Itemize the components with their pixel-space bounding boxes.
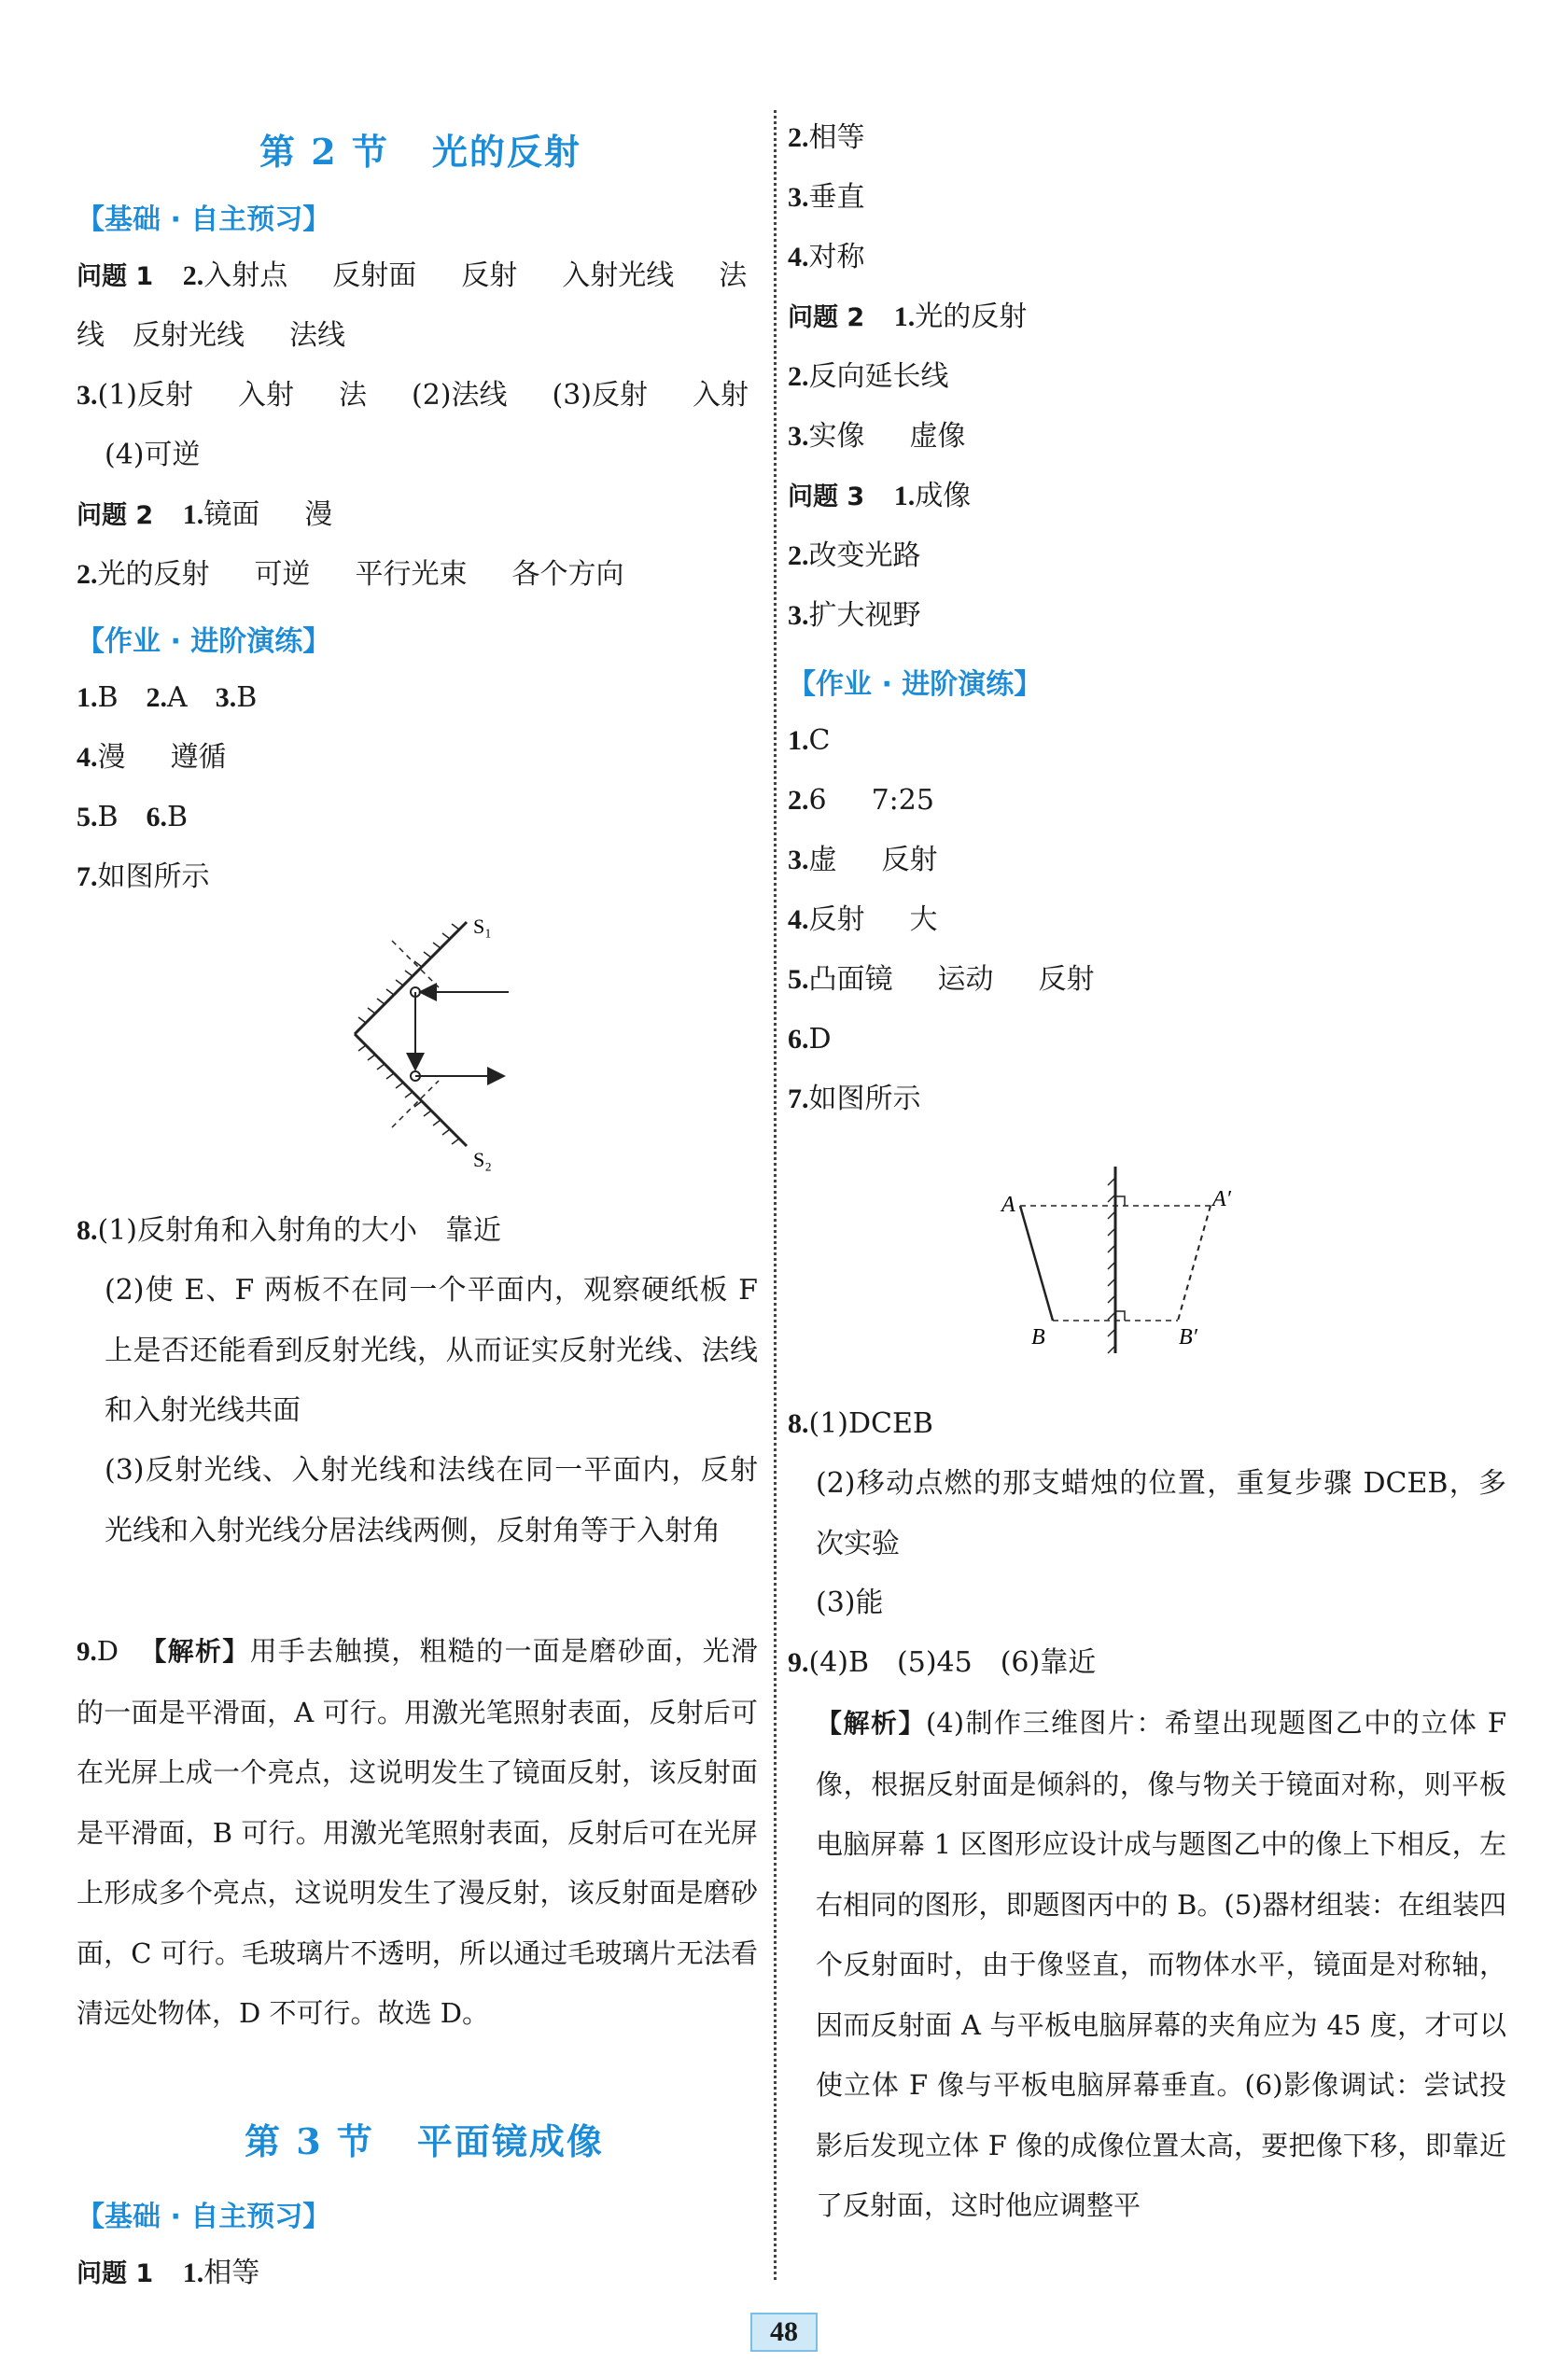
s2-hw-answer-4 xyxy=(77,739,227,776)
item-num: 4. xyxy=(788,242,809,273)
s3-q2-item3 xyxy=(788,418,966,455)
answer-text: 入射点 xyxy=(203,259,288,292)
label-a-prime: A′ xyxy=(1212,1187,1231,1211)
s3-q3-label: 问题 3 xyxy=(788,482,865,511)
item-num: 3. xyxy=(788,600,809,631)
answer-text: (1)DCEB xyxy=(808,1407,933,1440)
section-3-number: 第 3 节 xyxy=(245,2120,374,2162)
section-3-name: 平面镜成像 xyxy=(416,2120,604,2162)
s2-q1-line2 xyxy=(77,317,345,355)
reflection-diagram xyxy=(336,913,523,1193)
s3-hw-answer-5 xyxy=(788,961,1095,999)
s2-hw-answer-9 xyxy=(77,1621,758,2044)
object-ab xyxy=(1020,1206,1053,1321)
answer-text: 光的反射 xyxy=(915,301,1028,333)
label-b: B xyxy=(1031,1325,1045,1349)
item-num: 4. xyxy=(77,742,98,773)
answer-text: 光的反射 xyxy=(97,558,210,591)
item-num: 6. xyxy=(146,802,168,832)
s3-hw-answer-9 xyxy=(788,1644,1096,1682)
answer-text: 成像 xyxy=(915,480,972,512)
item-num: 8. xyxy=(788,1408,809,1439)
item-num: 3. xyxy=(788,845,809,875)
item-num: 1. xyxy=(893,301,916,332)
s3-hw-answer-4 xyxy=(788,902,938,939)
answer-text: 法线 xyxy=(289,319,345,352)
answer-text: 运动 xyxy=(937,963,994,996)
answer-text: 垂直 xyxy=(808,181,865,214)
item-num: 8. xyxy=(77,1215,98,1246)
section-2-title xyxy=(259,123,581,175)
analysis-text: (4)制作三维图片：希望出现题图乙中的立体 F 像，根据反射面是倾斜的，像与物关于镜面对称，则平板电脑屏幕 1 区图形应设计成与题图乙中的像上下相反，左右相同的图形，即题图丙中的 B。(5)器材组装：在组装四个反射面时，由于像竖直，而物体水平，镜面是对称轴，因而反射面 A 与平板电脑屏幕的夹角应为 45 度，才可以使立体 F 像与平板电脑屏幕垂直。(6)影像调试：尝试投影后发现立体 F 像的成像位置太高，要把像下移，即靠近了反射面，这时他应调整平 xyxy=(816,1707,1506,2221)
answer-text: 改变光路 xyxy=(808,539,921,572)
answer-text: B xyxy=(97,801,119,833)
section-3-homework-heading: 【作业 · 进阶演练】 xyxy=(788,668,1043,701)
item-num: 2. xyxy=(146,682,168,713)
answer-text: 反射光线 xyxy=(133,319,245,352)
answer-text: (3)反射 xyxy=(552,379,648,412)
label-s2: S₂ xyxy=(473,1148,492,1171)
answer-text: A xyxy=(167,681,188,714)
label-s1: S₁ xyxy=(473,915,492,938)
answer-text: 凸面镜 xyxy=(808,963,893,996)
answer-text: 可逆 xyxy=(254,558,311,591)
s3-hw-answer-1 xyxy=(788,722,830,760)
answer-text: 如图所示 xyxy=(97,860,210,893)
answer-text: 相等 xyxy=(203,2257,260,2289)
s3-hw-answer-3 xyxy=(788,842,938,879)
item-num: 9. xyxy=(788,1647,809,1678)
s3-hw-answer-7 xyxy=(788,1081,921,1118)
s3-hw-answer-8-2: (2)移动点燃的那支蜡烛的位置，重复步骤 DCEB，多次实验 xyxy=(816,1467,1506,1560)
answer-text: 遵循 xyxy=(170,741,227,774)
item-num: 2. xyxy=(788,361,809,392)
image-ab xyxy=(1178,1206,1211,1321)
label-a: A xyxy=(1001,1193,1015,1217)
answer-text: 法 xyxy=(719,259,748,292)
item-num: 2. xyxy=(788,122,809,153)
answer-text: B xyxy=(97,681,119,714)
answer-text: B xyxy=(236,681,258,714)
s3-hw-answer-8-3: (3)能 xyxy=(816,1587,884,1619)
answer-text: 反射 xyxy=(881,844,938,876)
answer-text: 6 xyxy=(808,784,827,817)
answer-text: 对称 xyxy=(808,241,865,273)
item-num: 1. xyxy=(77,682,98,713)
answer-text: (1)反射角和入射角的大小 靠近 xyxy=(97,1214,501,1247)
item-num: 3. xyxy=(788,421,809,452)
item-num: 3. xyxy=(788,182,809,213)
s3-q1-item2 xyxy=(788,119,865,157)
s3-q2-label: 问题 2 xyxy=(788,303,865,332)
item-num: 2. xyxy=(77,559,98,590)
item-num: 3. xyxy=(215,682,237,713)
s2-q2-label: 问题 2 xyxy=(77,501,154,530)
section-2-number: 第 2 节 xyxy=(259,131,389,173)
answer-text: 扩大视野 xyxy=(808,599,921,632)
answer-text: 镜面 xyxy=(203,498,260,531)
answer-text: 相等 xyxy=(808,121,865,154)
item-num: 7. xyxy=(788,1084,809,1114)
s2-hw-answers-5-6 xyxy=(77,799,188,836)
section-3-title xyxy=(245,2113,604,2164)
s3-q1-line1 xyxy=(77,2255,259,2293)
answer-text: 反射 xyxy=(808,903,865,936)
section-2-homework-heading: 【作业 · 进阶演练】 xyxy=(77,625,331,658)
s3-q1-item3 xyxy=(788,179,865,217)
item-num: 5. xyxy=(77,802,98,832)
s2-q1-line1 xyxy=(77,258,747,296)
s3-q3-line1 xyxy=(788,478,971,516)
s2-q1-label: 问题 1 xyxy=(77,262,154,291)
item-num: 2. xyxy=(788,540,809,571)
s2-hw-answer-7 xyxy=(77,859,210,896)
section-2-basic-heading: 【基础 · 自主预习】 xyxy=(77,203,331,236)
item-num: 4. xyxy=(788,904,809,935)
answer-text: 入射 xyxy=(693,379,749,412)
answer-text: 大 xyxy=(909,903,938,936)
answer-text: 虚 xyxy=(808,844,837,876)
s3-q1-item4 xyxy=(788,239,865,276)
item-num: 6. xyxy=(788,1024,809,1055)
analysis-tag: 【解析】 xyxy=(816,1708,926,1739)
answer-text: 如图所示 xyxy=(808,1083,921,1115)
answer-text: C xyxy=(808,724,831,757)
answer-text: 反射面 xyxy=(332,259,417,292)
answer-text: 7:25 xyxy=(871,784,934,817)
section-3-basic-heading: 【基础 · 自主预习】 xyxy=(77,2201,331,2233)
normal-line-lower xyxy=(392,1081,439,1127)
answer-text: 平行光束 xyxy=(355,558,468,591)
item-num: 2. xyxy=(182,260,204,291)
answer-text: 漫 xyxy=(97,741,126,774)
item-num: 5. xyxy=(788,964,809,995)
answer-text: 反射 xyxy=(461,259,518,292)
item-num: 1. xyxy=(182,499,204,530)
s3-q3-item2 xyxy=(788,538,921,575)
page-number: 48 xyxy=(750,2313,818,2352)
s2-hw-answer-8-2: (2)使 E、F 两板不在同一个平面内，观察硬纸板 F 上是否还能看到反射光线，从而证实反射光线、法线和入射光线共面 xyxy=(105,1274,758,1427)
s3-q2-line1 xyxy=(788,299,1027,337)
s3-hw-answer-2 xyxy=(788,782,934,819)
s3-hw-answer-8-1 xyxy=(788,1405,933,1443)
column-divider xyxy=(774,110,777,2280)
s2-hw-answers-1-3 xyxy=(77,679,257,717)
analysis-text: 用手去触摸，粗糙的一面是磨砂面，光滑的一面是平滑面，A 可行。用激光笔照射表面，反射后可在光屏上成一个亮点，这说明发生了镜面反射，该反射面是平滑面，B 可行。用激光笔照射表面，反射后可在光屏上形成多个亮点，这说明发生了漫反射，该反射面是磨砂面，C 可行。毛玻璃片不透明，所以通过毛玻璃片无法看清远处物体，D 不可行。故选 D。 xyxy=(77,1635,758,2029)
item-num: 3. xyxy=(77,380,98,411)
s2-q1-item3-cont: (4)可逆 xyxy=(105,439,201,471)
item-num: 9. xyxy=(77,1637,97,1667)
s3-hw-answer-9-analysis xyxy=(816,1693,1506,2236)
normal-line-upper xyxy=(392,941,439,987)
s3-q1-label: 问题 1 xyxy=(77,2259,154,2288)
answer-text: 法 xyxy=(339,379,367,412)
s2-hw-answer-8-1 xyxy=(77,1212,501,1250)
answer-text: 入射光线 xyxy=(562,259,675,292)
answer-text: (4)B (5)45 (6)靠近 xyxy=(808,1646,1097,1679)
label-b-prime: B′ xyxy=(1179,1325,1197,1349)
answer-text: (2)法线 xyxy=(412,379,508,412)
s3-q3-item3 xyxy=(788,597,921,635)
s2-q1-item3 xyxy=(77,377,749,414)
answer-text: 实像 xyxy=(808,420,865,453)
s2-q2-line1 xyxy=(77,496,332,535)
answer-text: 线 xyxy=(77,319,105,352)
s2-hw-answer-8-3: (3)反射光线、入射光线和法线在同一平面内，反射光线和入射光线分居法线两侧，反射角等于入射角 xyxy=(105,1454,758,1547)
answer-text: 各个方向 xyxy=(511,558,624,591)
answer-text: B xyxy=(167,801,189,833)
item-num: 7. xyxy=(77,861,98,892)
answer-text: 漫 xyxy=(304,498,333,531)
item-num: 1. xyxy=(182,2258,204,2288)
item-num: 2. xyxy=(788,785,809,816)
s3-hw-answer-6 xyxy=(788,1021,832,1058)
item-num: 1. xyxy=(788,725,809,756)
s2-q2-line2 xyxy=(77,556,624,594)
answer-text: 虚像 xyxy=(909,420,966,453)
analysis-tag: 【解析】 xyxy=(139,1636,250,1667)
answer-text: 反向延长线 xyxy=(808,360,949,393)
answer-text: (1)反射 xyxy=(97,379,193,412)
s3-q2-item2 xyxy=(788,358,949,396)
answer-text: 入射 xyxy=(238,379,294,412)
answer-text: D xyxy=(96,1635,119,1667)
answer-text: D xyxy=(808,1023,832,1056)
section-2-name: 光的反射 xyxy=(431,131,581,173)
item-num: 1. xyxy=(893,481,916,511)
plane-mirror-diagram xyxy=(1001,1157,1231,1363)
answer-text: 反射 xyxy=(1038,963,1095,996)
